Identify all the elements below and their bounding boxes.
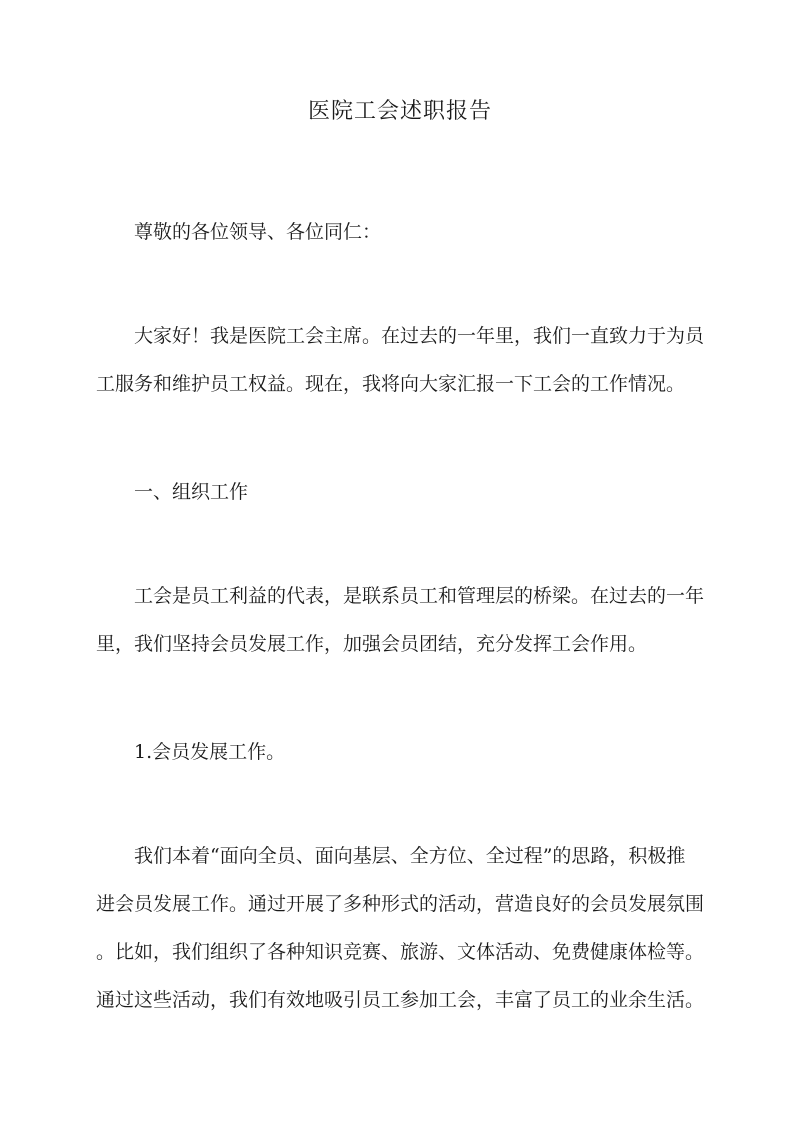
subsection-heading bbox=[96, 728, 708, 776]
text-line: 工服务和维护员工权益。现在，我将向大家汇报一下工会的工作情况。 bbox=[96, 373, 686, 395]
section-heading bbox=[96, 468, 708, 516]
text-line: 。比如，我们组织了各种知识竞赛、旅游、文体活动、免费健康体检等。 bbox=[96, 941, 705, 963]
body-paragraph bbox=[96, 572, 708, 668]
text-line: 通过这些活动，我们有效地吸引员工参加工会，丰富了员工的业余生活。 bbox=[96, 989, 705, 1011]
text-line: 我们本着“面向全员、面向基层、全方位、全过程”的思路，积极推 bbox=[96, 845, 686, 867]
greeting-paragraph bbox=[96, 208, 708, 256]
document-title: 医院工会述职报告 bbox=[307, 99, 492, 124]
intro-paragraph bbox=[96, 312, 708, 408]
text-line: 一、组织工作 bbox=[96, 481, 249, 503]
text-line: 尊敬的各位领导、各位同仁： bbox=[96, 221, 382, 243]
text-line: 大家好！我是医院工会主席。在过去的一年里，我们一直致力于为员 bbox=[96, 325, 705, 347]
text-line: 里，我们坚持会员发展工作，加强会员团结，充分发挥工会作用。 bbox=[96, 633, 648, 655]
text-line: 工会是员工利益的代表，是联系员工和管理层的桥梁。在过去的一年 bbox=[96, 585, 705, 607]
text-line: 1.会员发展工作。 bbox=[96, 741, 286, 763]
body-paragraph bbox=[96, 832, 708, 1024]
text-line: 进会员发展工作。通过开展了多种形式的活动，营造良好的会员发展氛围 bbox=[96, 893, 705, 915]
